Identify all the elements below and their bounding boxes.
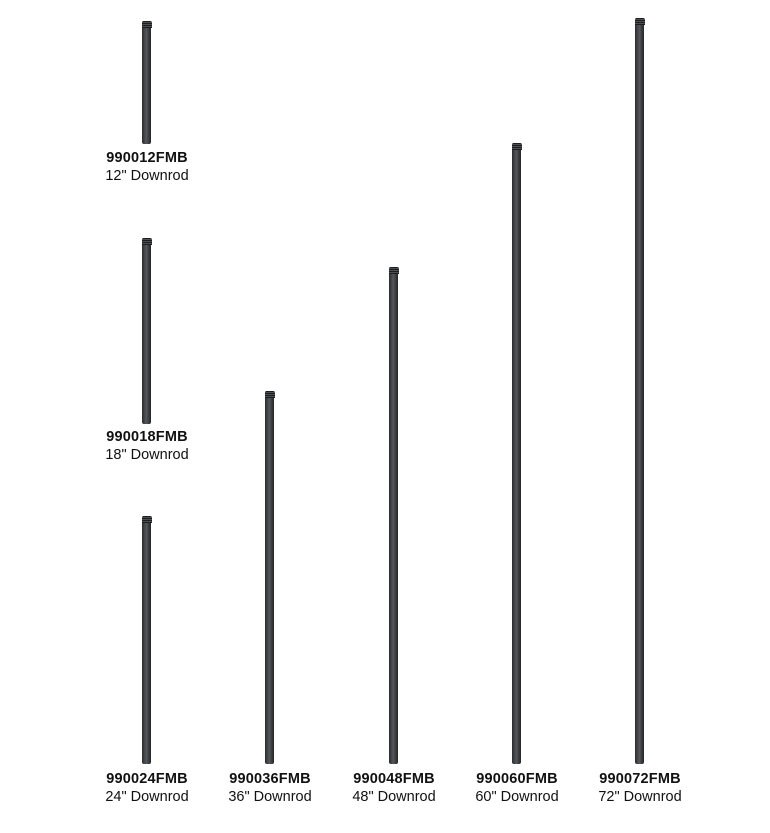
product-code: 990024FMB [106,771,188,787]
product-description: 18" Downrod [105,447,189,463]
product-label-48 [334,770,454,806]
thread-detail [142,21,152,28]
product-description: 24" Downrod [105,789,189,805]
product-description: 48" Downrod [352,789,436,805]
product-description: 36" Downrod [228,789,312,805]
product-code: 990018FMB [106,429,188,445]
downrod-12 [142,21,151,144]
thread-detail [142,238,152,245]
product-code: 990048FMB [353,771,435,787]
thread-detail [142,516,152,523]
thread-detail [512,143,522,150]
product-code: 990036FMB [229,771,311,787]
product-code: 990060FMB [476,771,558,787]
product-code: 990072FMB [599,771,681,787]
downrod-48 [389,267,398,764]
downrod-24 [142,516,151,764]
product-label-12 [87,149,207,185]
product-description: 60" Downrod [475,789,559,805]
product-code: 990012FMB [106,150,188,166]
product-label-72 [580,770,700,806]
downrod-36 [265,391,274,764]
downrod-60 [512,143,521,764]
downrod-18 [142,238,151,424]
downrod-72 [635,18,644,764]
product-label-24 [87,770,207,806]
product-label-36 [210,770,330,806]
product-label-60 [457,770,577,806]
product-description: 72" Downrod [598,789,682,805]
thread-detail [635,18,645,25]
product-description: 12" Downrod [105,168,189,184]
thread-detail [389,267,399,274]
thread-detail [265,391,275,398]
product-label-18 [87,428,207,464]
